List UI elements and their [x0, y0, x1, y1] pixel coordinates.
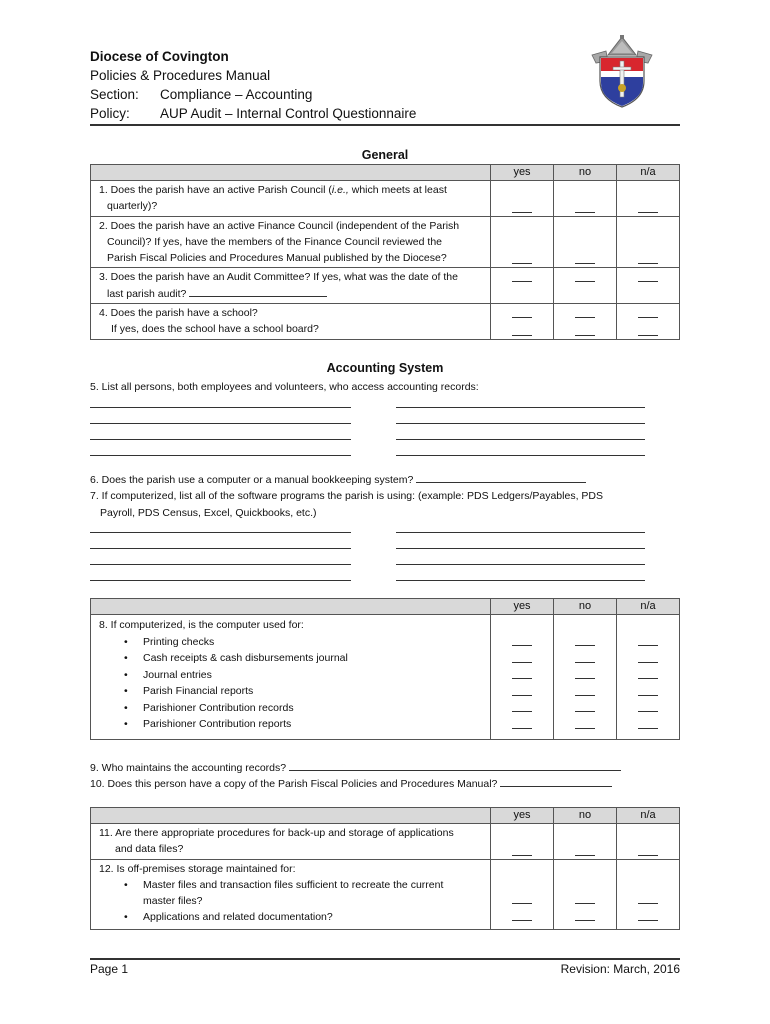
answer-na-blank[interactable]: [617, 304, 680, 340]
question-12: 12. Is off-premises storage maintained for: • Master files and transaction files sufficient to recreate the current master files? • Applications and related documentation?: [91, 859, 491, 929]
table-row: [91, 304, 680, 340]
col-yes: yes: [491, 599, 554, 615]
answer-no-blank[interactable]: [554, 859, 617, 929]
table-row: [91, 268, 680, 304]
answer-na-blank[interactable]: [617, 615, 680, 740]
answer-no-blank[interactable]: [554, 824, 617, 860]
accounting-title: Accounting System: [326, 361, 444, 375]
policy-label: Policy:: [90, 106, 130, 121]
col-na: n/a: [617, 808, 680, 824]
answer-yes-blank[interactable]: [491, 268, 554, 304]
list-item: • Cash receipts & cash disbursements journal: [143, 650, 486, 667]
question-1: 1. Does the parish have an active Parish Council (i.e., which meets at least quarterly)?: [91, 181, 491, 217]
answer-line[interactable]: [396, 580, 645, 581]
answer-line[interactable]: [90, 423, 351, 424]
diocese-shield-logo-icon: [586, 33, 658, 109]
table-row: [91, 859, 680, 929]
col-no: no: [554, 599, 617, 615]
list-item: • Journal entries: [143, 667, 486, 684]
answer-na-blank[interactable]: [617, 824, 680, 860]
col-na: n/a: [617, 165, 680, 181]
list-item: • Printing checks: [143, 634, 486, 651]
answer-no-blank[interactable]: [554, 615, 617, 740]
question-2: 2. Does the parish have an active Finance Council (independent of the Parish Council)? If yes, have the members of the Finance Council reviewed the Parish Fiscal Policies and Procedures Manual published by the Diocese?: [91, 216, 491, 268]
question-3: 3. Does the parish have an Audit Committee? If yes, what was the date of the last parish audit?: [91, 268, 491, 304]
question-4: 4. Does the parish have a school? If yes, does the school have a school board?: [91, 304, 491, 340]
question-11: 11. Are there appropriate procedures for back-up and storage of applications and data files?: [91, 824, 491, 860]
document-header: [90, 47, 416, 123]
answer-na-blank[interactable]: [617, 181, 680, 217]
col-no: no: [554, 808, 617, 824]
list-item: • Applications and related documentation?: [143, 909, 446, 925]
header-rule: [90, 124, 680, 126]
list-item: • Parish Financial reports: [143, 683, 486, 700]
general-title: General: [361, 148, 409, 162]
answer-line[interactable]: [90, 548, 351, 549]
answer-no-blank[interactable]: [554, 304, 617, 340]
answer-yes-blank[interactable]: [491, 304, 554, 340]
question-5: 5. List all persons, both employees and volunteers, who access accounting records:: [90, 381, 479, 393]
answer-no-blank[interactable]: [554, 181, 617, 217]
manual-name: Policies & Procedures Manual: [90, 68, 271, 83]
question-8: 8. If computerized, is the computer used for: • Printing checks • Cash receipts & cash disbursements journal • Journal entries • Parish Financial reports • Parishioner Contribution records • Parishioner Contribution reports: [91, 615, 491, 740]
answer-line[interactable]: [396, 423, 645, 424]
table-row: [91, 824, 680, 860]
col-no: no: [554, 165, 617, 181]
general-table: [90, 164, 680, 340]
answer-na-blank[interactable]: [617, 859, 680, 929]
answer-line[interactable]: [396, 455, 645, 456]
list-item: • Master files and transaction files sufficient to recreate the current master files?: [143, 877, 446, 910]
col-yes: yes: [491, 165, 554, 181]
answer-yes-blank[interactable]: [491, 615, 554, 740]
question-10: 10. Does this person have a copy of the Parish Fiscal Policies and Procedures Manual?: [90, 776, 612, 793]
section-value: Compliance – Accounting: [160, 87, 313, 102]
policy-value: AUP Audit – Internal Control Questionnaire: [160, 106, 417, 121]
list-item: • Parishioner Contribution reports: [143, 716, 486, 733]
answer-yes-blank[interactable]: [491, 824, 554, 860]
answer-line[interactable]: [396, 532, 645, 533]
answer-line[interactable]: [396, 439, 645, 440]
answer-yes-blank[interactable]: [491, 216, 554, 268]
answer-no-blank[interactable]: [554, 268, 617, 304]
question-6: 6. Does the parish use a computer or a manual bookkeeping system?: [90, 472, 586, 489]
org-name: Diocese of Covington: [90, 49, 229, 64]
answer-line[interactable]: [90, 439, 351, 440]
answer-line[interactable]: [90, 455, 351, 456]
answer-line[interactable]: [90, 564, 351, 565]
q12-list: [99, 877, 486, 926]
answer-line[interactable]: [90, 407, 351, 408]
answer-line[interactable]: [396, 407, 645, 408]
col-yes: yes: [491, 808, 554, 824]
answer-line[interactable]: [90, 580, 351, 581]
answer-no-blank[interactable]: [554, 216, 617, 268]
table-row: [91, 181, 680, 217]
q8-list: [99, 634, 486, 733]
answer-yes-blank[interactable]: [491, 181, 554, 217]
computer-use-table: [90, 598, 680, 740]
answer-line[interactable]: [90, 532, 351, 533]
answer-line[interactable]: [396, 564, 645, 565]
footer-rule: [90, 958, 680, 960]
backup-table: [90, 807, 680, 930]
question-7: 7. If computerized, list all of the software programs the parish is using: (example: PDS Ledgers/Payables, PDS Payroll, PDS Census, Excel, Quickbooks, etc.): [90, 490, 603, 519]
table-row: [91, 615, 680, 740]
col-na: n/a: [617, 599, 680, 615]
table-row: [91, 216, 680, 268]
answer-yes-blank[interactable]: [491, 859, 554, 929]
list-item: • Parishioner Contribution records: [143, 700, 486, 717]
answer-na-blank[interactable]: [617, 216, 680, 268]
answer-line[interactable]: [396, 548, 645, 549]
answer-na-blank[interactable]: [617, 268, 680, 304]
question-9: 9. Who maintains the accounting records?: [90, 760, 621, 777]
revision-date: Revision: March, 2016: [560, 962, 680, 976]
section-label: Section:: [90, 87, 139, 102]
page-number: Page 1: [90, 962, 129, 976]
